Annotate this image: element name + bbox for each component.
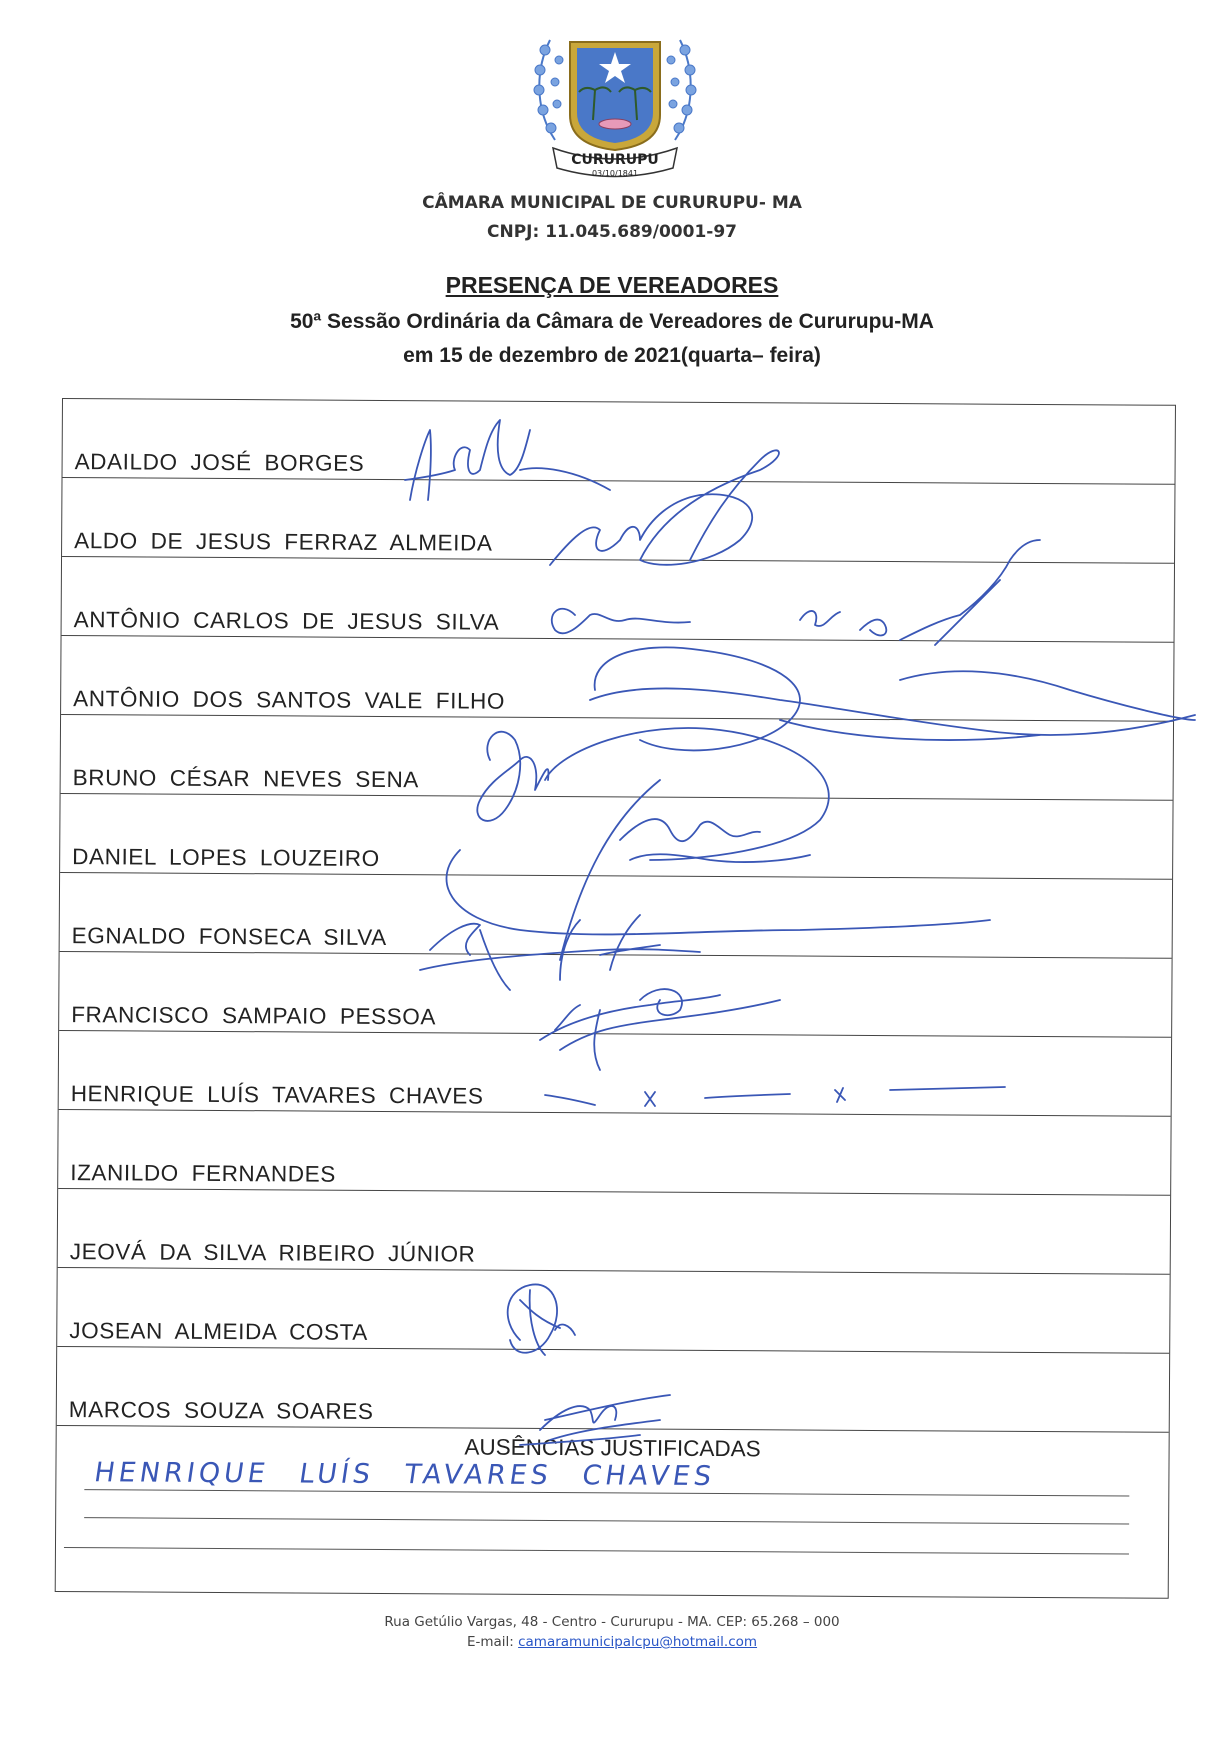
- councilor-name: HENRIQUE LUÍS TAVARES CHAVES: [70, 1081, 484, 1109]
- row-divider: [59, 1109, 1171, 1117]
- row-divider: [58, 1267, 1170, 1275]
- attendance-table: [55, 398, 1176, 1599]
- footer-email-line: [0, 1634, 1224, 1650]
- footer-address: Rua Getúlio Vargas, 48 - Centro - Cururupu - MA. CEP: 65.268 – 000: [384, 1614, 840, 1630]
- councilor-name: BRUNO CÉSAR NEVES SENA: [72, 765, 420, 793]
- row-divider: [63, 477, 1175, 485]
- councilor-name: DANIEL LOPES LOUZEIRO: [72, 844, 380, 871]
- row-divider: [61, 793, 1173, 801]
- row-divider: [62, 556, 1174, 564]
- absence-line: [84, 1517, 1129, 1524]
- organization-cnpj: CNPJ: 11.045.689/0001-97: [487, 222, 737, 242]
- session-subtitle: 50ª Sessão Ordinária da Câmara de Vereadores de Cururupu-MA: [290, 310, 934, 333]
- councilor-name: ADAILDO JOSÉ BORGES: [74, 449, 365, 476]
- councilor-name: FRANCISCO SAMPAIO PESSOA: [71, 1002, 437, 1030]
- councilor-name: EGNALDO FONSECA SILVA: [71, 923, 387, 950]
- councilor-name: ANTÔNIO DOS SANTOS VALE FILHO: [73, 686, 506, 714]
- row-divider: [57, 1346, 1169, 1354]
- absence-line: [64, 1547, 1129, 1555]
- footer-email-link[interactable]: camaramunicipalcpu@hotmail.com: [518, 1634, 758, 1650]
- laurel-left-icon: [534, 40, 563, 140]
- absence-entry: HENRIQUE LUÍS TAVARES CHAVES: [92, 1457, 718, 1492]
- councilor-name: ANTÔNIO CARLOS DE JESUS SILVA: [73, 607, 500, 635]
- laurel-right-icon: [667, 40, 696, 140]
- row-divider: [60, 951, 1172, 959]
- organization-name: CÂMARA MUNICIPAL DE CURURUPU- MA: [422, 193, 802, 213]
- row-divider: [57, 1425, 1169, 1433]
- councilor-name: JEOVÁ DA SILVA RIBEIRO JÚNIOR: [69, 1239, 476, 1267]
- row-divider: [59, 1030, 1171, 1038]
- footer-email-label: E-mail:: [466, 1634, 519, 1650]
- emblem-date-text: 03/10/1841: [591, 169, 639, 178]
- page-title: PRESENÇA DE VEREADORES: [445, 272, 779, 298]
- emblem-banner-text: CURURUPU: [571, 152, 659, 168]
- municipal-coat-of-arms: [515, 20, 715, 180]
- row-divider: [62, 635, 1174, 643]
- councilor-name: MARCOS SOUZA SOARES: [68, 1397, 374, 1424]
- councilor-name: IZANILDO FERNANDES: [70, 1160, 336, 1187]
- row-divider: [58, 1188, 1170, 1196]
- councilor-name: JOSEAN ALMEIDA COSTA: [69, 1318, 369, 1345]
- session-date: em 15 de dezembro de 2021(quarta– feira): [403, 344, 821, 367]
- fish-icon: [599, 119, 631, 129]
- absences-heading: AUSÊNCIAS JUSTIFICADAS: [464, 1434, 761, 1462]
- row-divider: [60, 872, 1172, 880]
- councilor-name: ALDO DE JESUS FERRAZ ALMEIDA: [74, 528, 493, 556]
- row-divider: [61, 714, 1173, 722]
